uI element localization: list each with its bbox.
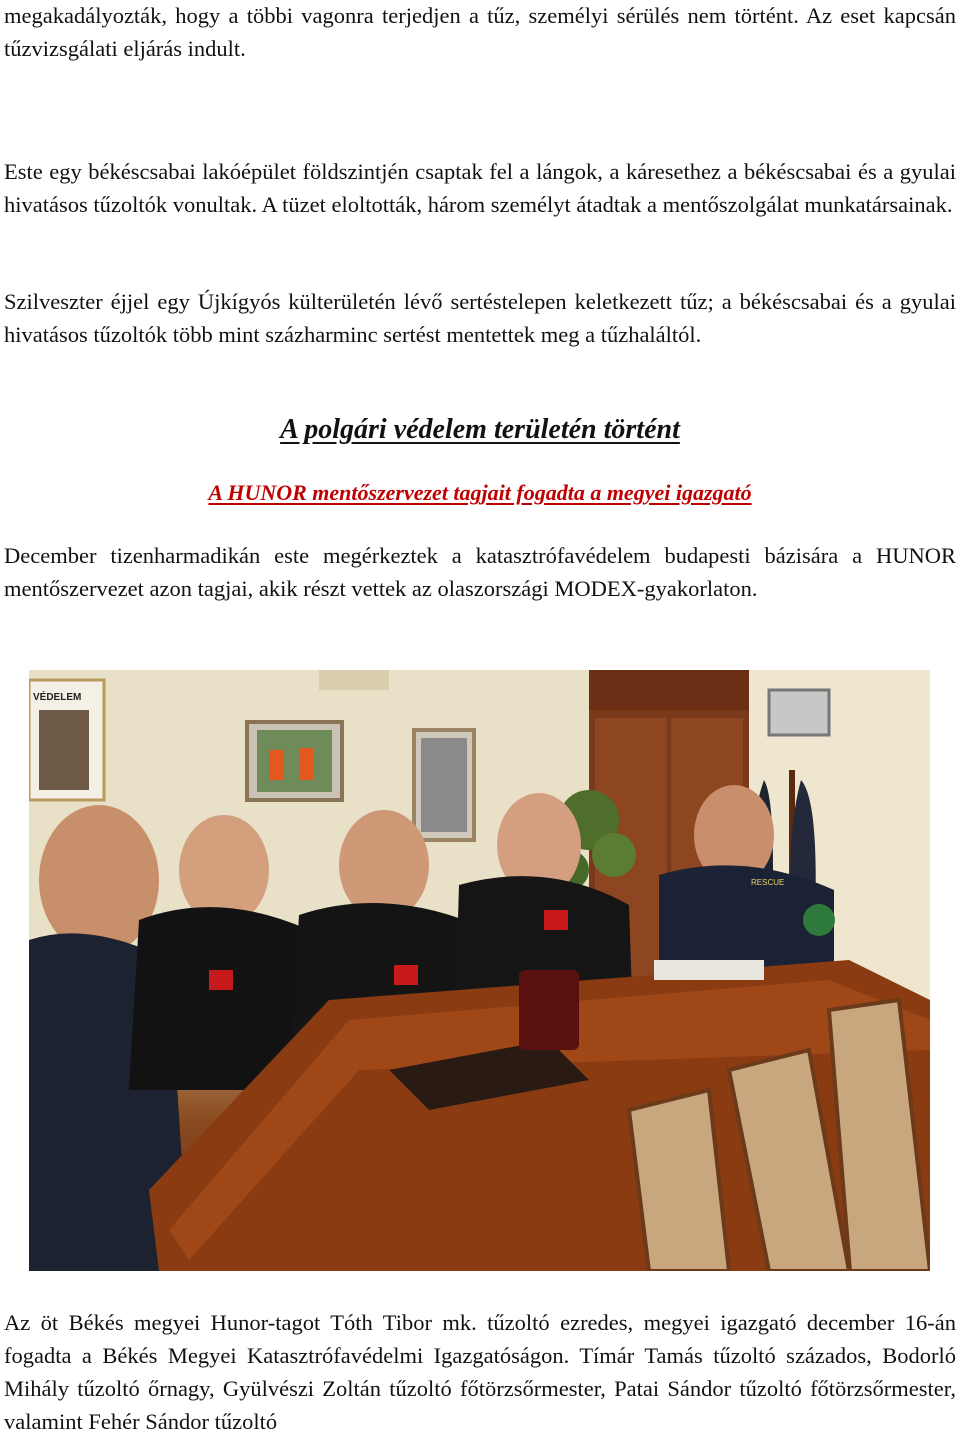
section-heading: A polgári védelem területén történt <box>280 414 680 445</box>
paragraph-fire-building: Este egy békéscsabai lakóépület földszintjén csaptak fel a lángok, a káresethez a békéscsabai és a gyulai hivatásos tűzoltók vonultak. A tüzet eloltották, három személyt átadtak a mentőszolgálat munkatársainak. <box>4 159 956 217</box>
paragraph-fire-pigfarm: Szilveszter éjjel egy Újkígyós külterületén lévő sertéstelepen keletkezett tűz; a békéscsabai és a gyulai hivatásos tűzoltók több mint százharminc sertést mentettek meg a tűzhaláltól. <box>4 289 956 347</box>
meeting-photo-illustration <box>29 670 930 1271</box>
poster-text: VÉDELEM <box>33 692 82 703</box>
jacket-badge: RESCUE <box>751 878 785 887</box>
paragraph-fire-train: megakadályozták, hogy a többi vagonra terjedjen a tűz, személyi sérülés nem történt. Az eset kapcsán tűzvizsgálati eljárás indult. <box>4 3 956 61</box>
section-subheading: A HUNOR mentőszervezet tagjait fogadta a megyei igazgató <box>208 480 752 505</box>
meeting-photo <box>29 670 930 1271</box>
paragraph-hunor-intro: December tizenharmadikán este megérkeztek a katasztrófavédelem budapesti bázisára a HUNOR mentőszervezet azon tagjai, akik részt vettek az olaszországi MODEX-gyakorlaton. <box>4 543 956 601</box>
paragraph-caption: Az öt Békés megyei Hunor-tagot Tóth Tibor mk. tűzoltó ezredes, megyei igazgató december 16-án fogadta a Békés Megyei Katasztrófavédelmi Igazgatóságon. Tímár Tamás tűzoltó százados, Bodorló Mihály tűzoltó őrnagy, Gyülvészi Zoltán tűzoltó főtörzsőrmester, Patai Sándor tűzoltó főtörzsőrmester, valamint Fehér Sándor tűzoltó <box>4 1310 956 1434</box>
